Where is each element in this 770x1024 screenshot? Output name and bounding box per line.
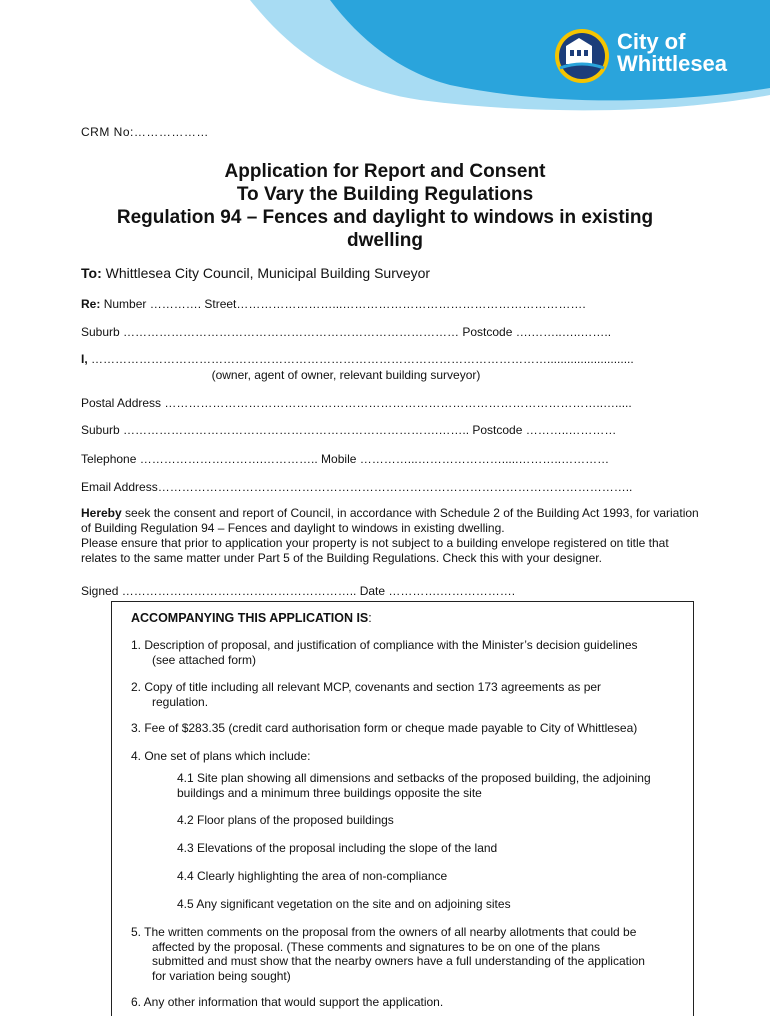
applicant-line[interactable] [81, 352, 634, 366]
sub-item-4-1 [177, 771, 697, 800]
applicant-role-note: (owner, agent of owner, relevant building surveyor) [211, 368, 481, 382]
item1-line1: 1. Description of proposal, and justification of compliance with the Minister’s decision guidelines [131, 638, 638, 652]
item2-line1: 2. Copy of title including all relevant MCP, covenants and section 173 agreements as per [131, 680, 602, 694]
hereby-text [81, 506, 701, 536]
hereby-body: seek the consent and report of Council, in accordance with Schedule 2 of the Building Act 1993, for variation of Building Regulation 94 – Fences and daylight to windows in existing dwelling. [81, 506, 699, 535]
suburb-postcode-field-1[interactable]: Suburb ………………………………………………………………………… Postcode ….……..…..…….. [81, 325, 612, 339]
item5-line2: affected by the proposal. (These comments and signatures to be on one of the plans [152, 939, 601, 954]
list-item-2 [131, 680, 691, 709]
accompanying-title-bold: ACCOMPANYING THIS APPLICATION IS [131, 611, 369, 625]
sub-item-4-5: 4.5 Any significant vegetation on the site and on adjoining sites [177, 897, 511, 911]
item5-line1: 5. The written comments on the proposal from the owners of all nearby allotments that could be [131, 925, 637, 939]
accompanying-title-colon: : [368, 611, 372, 625]
re-number-street-field[interactable]: Number …………. Street……………………...……………………………………………………. [103, 297, 586, 311]
applicant-name-field[interactable]: …………………………………………………………………………………………………….......................... [91, 352, 634, 366]
item5-line4: for variation being sought) [152, 968, 291, 983]
accompanying-title [131, 611, 372, 625]
to-value: Whittlesea City Council, Municipal Building Surveyor [105, 265, 431, 281]
logo-line2: Whittlesea [617, 51, 728, 76]
signed-date-field[interactable]: Signed ………………………………………………….. Date ………….………………. [81, 584, 516, 598]
crm-number: CRM No:……………… [81, 125, 209, 139]
page-title [60, 160, 710, 252]
i-label: I, [81, 352, 88, 366]
sub41-line1: 4.1 Site plan showing all dimensions and setbacks of the proposed building, the adjoining [177, 771, 651, 785]
postal-address-field[interactable]: Postal Address ………………………………………………………………………………………………..…..... [81, 396, 632, 410]
email-address-field[interactable]: Email Address……………………………………………………………………………………………………….. [81, 480, 633, 494]
title-line3: Regulation 94 – Fences and daylight to windows in existing [116, 207, 654, 228]
logo-text [617, 31, 727, 75]
logo-line1: City of [617, 29, 686, 54]
list-item-1 [131, 638, 691, 667]
item2-line2: regulation. [152, 694, 209, 709]
list-item-5 [131, 925, 691, 983]
list-item-4: 4. One set of plans which include: [131, 749, 311, 763]
sub41-line2: buildings and a minimum three buildings opposite the site [177, 785, 482, 800]
title-line4: dwelling [347, 230, 423, 251]
sub-item-4-4: 4.4 Clearly highlighting the area of non-compliance [177, 869, 448, 883]
item5-line3: submitted and must show that the nearby owners have a full understanding of the application [152, 954, 645, 968]
telephone-mobile-field[interactable]: Telephone ………………………….………….. Mobile …………...………………….....………..………… [81, 452, 610, 466]
sub-item-4-2: 4.2 Floor plans of the proposed buildings [177, 813, 394, 827]
title-line1: Application for Report and Consent [224, 161, 546, 182]
to-label: To: [81, 265, 102, 281]
list-item-6: 6. Any other information that would support the application. [131, 995, 444, 1009]
re-line[interactable] [81, 297, 586, 311]
hereby-bold: Hereby [81, 506, 122, 520]
list-item-3: 3. Fee of $283.35 (credit card authorisation form or cheque made payable to City of Whittlesea) [131, 721, 638, 735]
please-text: Please ensure that prior to application your property is not subject to a building envelope registered on title that relates to the same matter under Part 5 of the Building Regulations. Check this with your designer. [81, 536, 669, 565]
sub-item-4-3: 4.3 Elevations of the proposal including the slope of the land [177, 841, 498, 855]
consent-paragraph [81, 506, 701, 566]
re-label: Re: [81, 297, 101, 311]
item1-line2: (see attached form) [152, 652, 257, 667]
suburb-postcode-field-2[interactable]: Suburb …………………………………………………………………….…….. Postcode ………..………… [81, 423, 617, 437]
title-line2: To Vary the Building Regulations [236, 184, 534, 205]
to-line [81, 265, 430, 281]
